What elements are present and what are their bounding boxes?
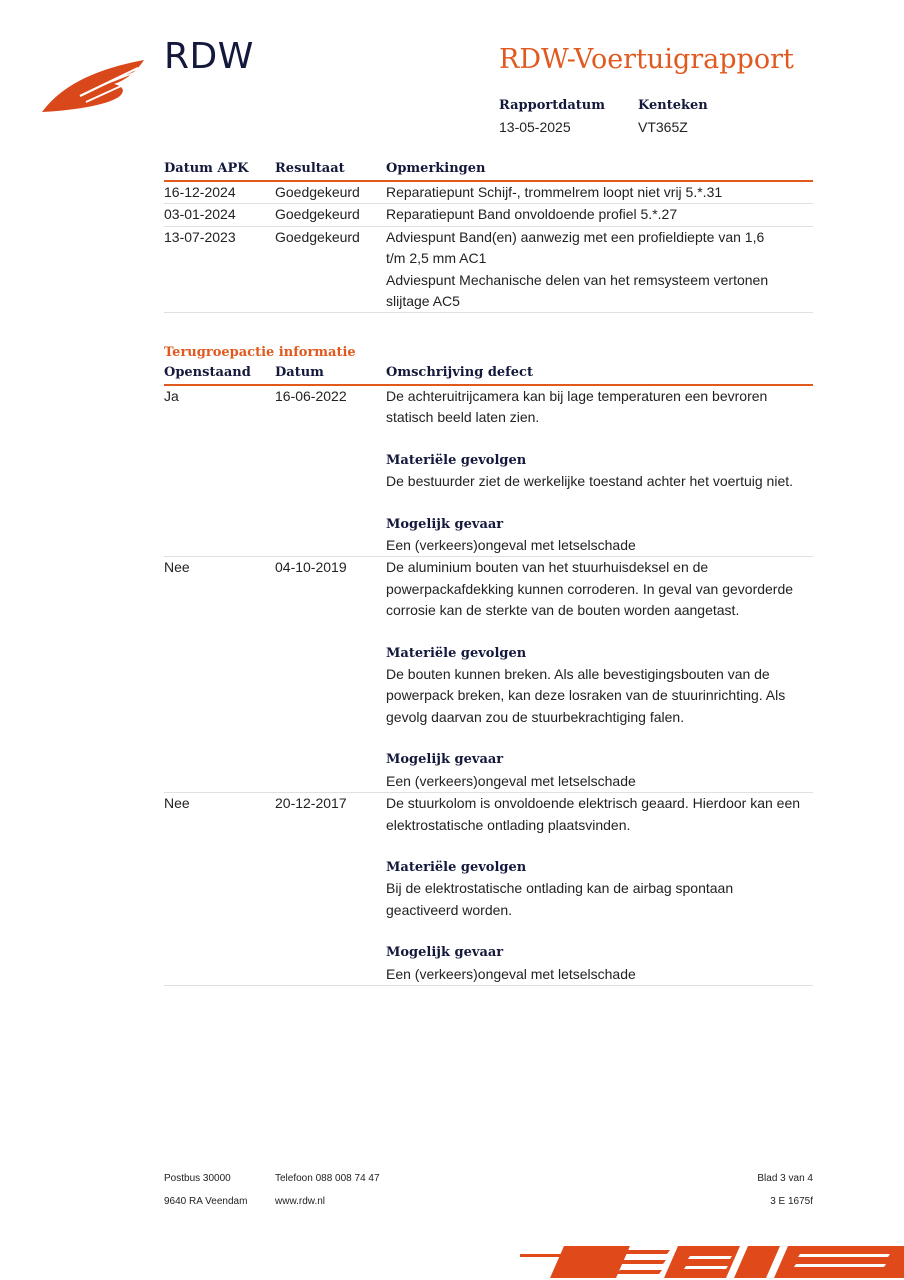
apk-result: Goedgekeurd	[275, 184, 360, 200]
recall-date: 04-10-2019	[275, 559, 347, 576]
footer-page-number: Blad 3 van 4	[757, 1173, 813, 1184]
recall-table-header	[164, 362, 813, 386]
recall-consequences: Bij de elektrostatische ontlading kan de airbag spontaan geactiveerd worden.	[386, 880, 734, 918]
danger-label: Mogelijk gevaar	[386, 945, 504, 961]
consequence-label: Materiële gevolgen	[386, 645, 527, 661]
apk-remark: Reparatiepunt Band onvoldoende profiel 5.*.27	[386, 206, 678, 223]
recall-danger: Een (verkeers)ongeval met letselschade	[386, 537, 636, 554]
recall-header-date: Datum	[275, 365, 324, 380]
apk-remark: Adviespunt Band(en) aanwezig met een profieldiepte van 1,6 t/m 2,5 mm AC1	[386, 228, 765, 267]
apk-table	[164, 158, 813, 313]
footer-website-link[interactable]: www.rdw.nl	[275, 1196, 326, 1207]
footer-address-line1: Postbus 30000	[164, 1173, 231, 1184]
apk-header-date: Datum APK	[164, 161, 249, 176]
consequence-label: Materiële gevolgen	[386, 859, 527, 875]
table-row	[164, 227, 813, 314]
recall-section-title: Terugroepactie informatie	[164, 345, 356, 360]
table-row	[164, 204, 813, 226]
recall-danger: Een (verkeers)ongeval met letselschade	[386, 965, 636, 982]
recall-open: Ja	[164, 388, 179, 404]
apk-date: 13-07-2023	[164, 228, 236, 245]
apk-header-result: Resultaat	[275, 161, 345, 176]
rdw-logo-icon	[40, 58, 148, 114]
logo-text: RDW	[164, 36, 254, 77]
apk-result: Goedgekeurd	[275, 206, 360, 223]
recall-date: 16-06-2022	[275, 388, 347, 404]
recall-description: De stuurkolom is onvoldoende elektrisch geaard. Hierdoor kan een elektrostatische ontlading plaatsvinden.	[386, 795, 801, 833]
decorative-stripes-icon	[520, 1244, 904, 1280]
recall-open: Nee	[164, 795, 190, 812]
footer-address-line2: 9640 RA Veendam	[164, 1196, 248, 1207]
footer-phone: Telefoon 088 008 74 47	[275, 1173, 380, 1184]
consequence-label: Materiële gevolgen	[386, 452, 527, 468]
footer-doc-code: 3 E 1675f	[770, 1196, 813, 1207]
table-row	[164, 386, 813, 557]
report-date-value: 13-05-2025	[499, 119, 571, 135]
report-date-label: Rapportdatum	[499, 98, 605, 113]
recall-description: De aluminium bouten van het stuurhuisdeksel en de powerpackafdekking kunnen corroderen. In geval van gevorderde corrosie kan de sterkte van de bouten worden aangetast.	[386, 559, 794, 619]
recall-table	[164, 345, 813, 986]
apk-header-remarks: Opmerkingen	[386, 161, 486, 176]
apk-table-header	[164, 158, 813, 182]
recall-consequences: De bouten kunnen breken. Als alle bevestigingsbouten van de powerpack breken, kan deze losraken van de stuurinrichting. Als gevolg daarvan zou de stuurbekrachtiging falen.	[386, 666, 786, 725]
apk-remark: Reparatiepunt Schijf-, trommelrem loopt niet vrij 5.*.31	[386, 184, 723, 200]
apk-date: 16-12-2024	[164, 184, 236, 200]
recall-danger: Een (verkeers)ongeval met letselschade	[386, 772, 636, 789]
table-row	[164, 557, 813, 793]
report-title: RDW-Voertuigrapport	[499, 44, 794, 75]
danger-label: Mogelijk gevaar	[386, 516, 504, 532]
recall-description: De achteruitrijcamera kan bij lage temperaturen een bevroren statisch beeld laten zien.	[386, 388, 768, 426]
danger-label: Mogelijk gevaar	[386, 752, 504, 768]
recall-consequences: De bestuurder ziet de werkelijke toestand achter het voertuig niet.	[386, 473, 794, 490]
recall-open: Nee	[164, 559, 190, 576]
recall-header-open: Openstaand	[164, 365, 251, 380]
apk-remark: Adviespunt Mechanische delen van het remsysteem vertonen slijtage AC5	[386, 271, 769, 310]
apk-date: 03-01-2024	[164, 206, 236, 223]
apk-result: Goedgekeurd	[275, 228, 360, 245]
recall-date: 20-12-2017	[275, 795, 347, 812]
plate-label: Kenteken	[638, 98, 708, 113]
table-row	[164, 793, 813, 986]
table-row	[164, 182, 813, 204]
recall-header-description: Omschrijving defect	[386, 365, 533, 380]
plate-value: VT365Z	[638, 119, 688, 135]
